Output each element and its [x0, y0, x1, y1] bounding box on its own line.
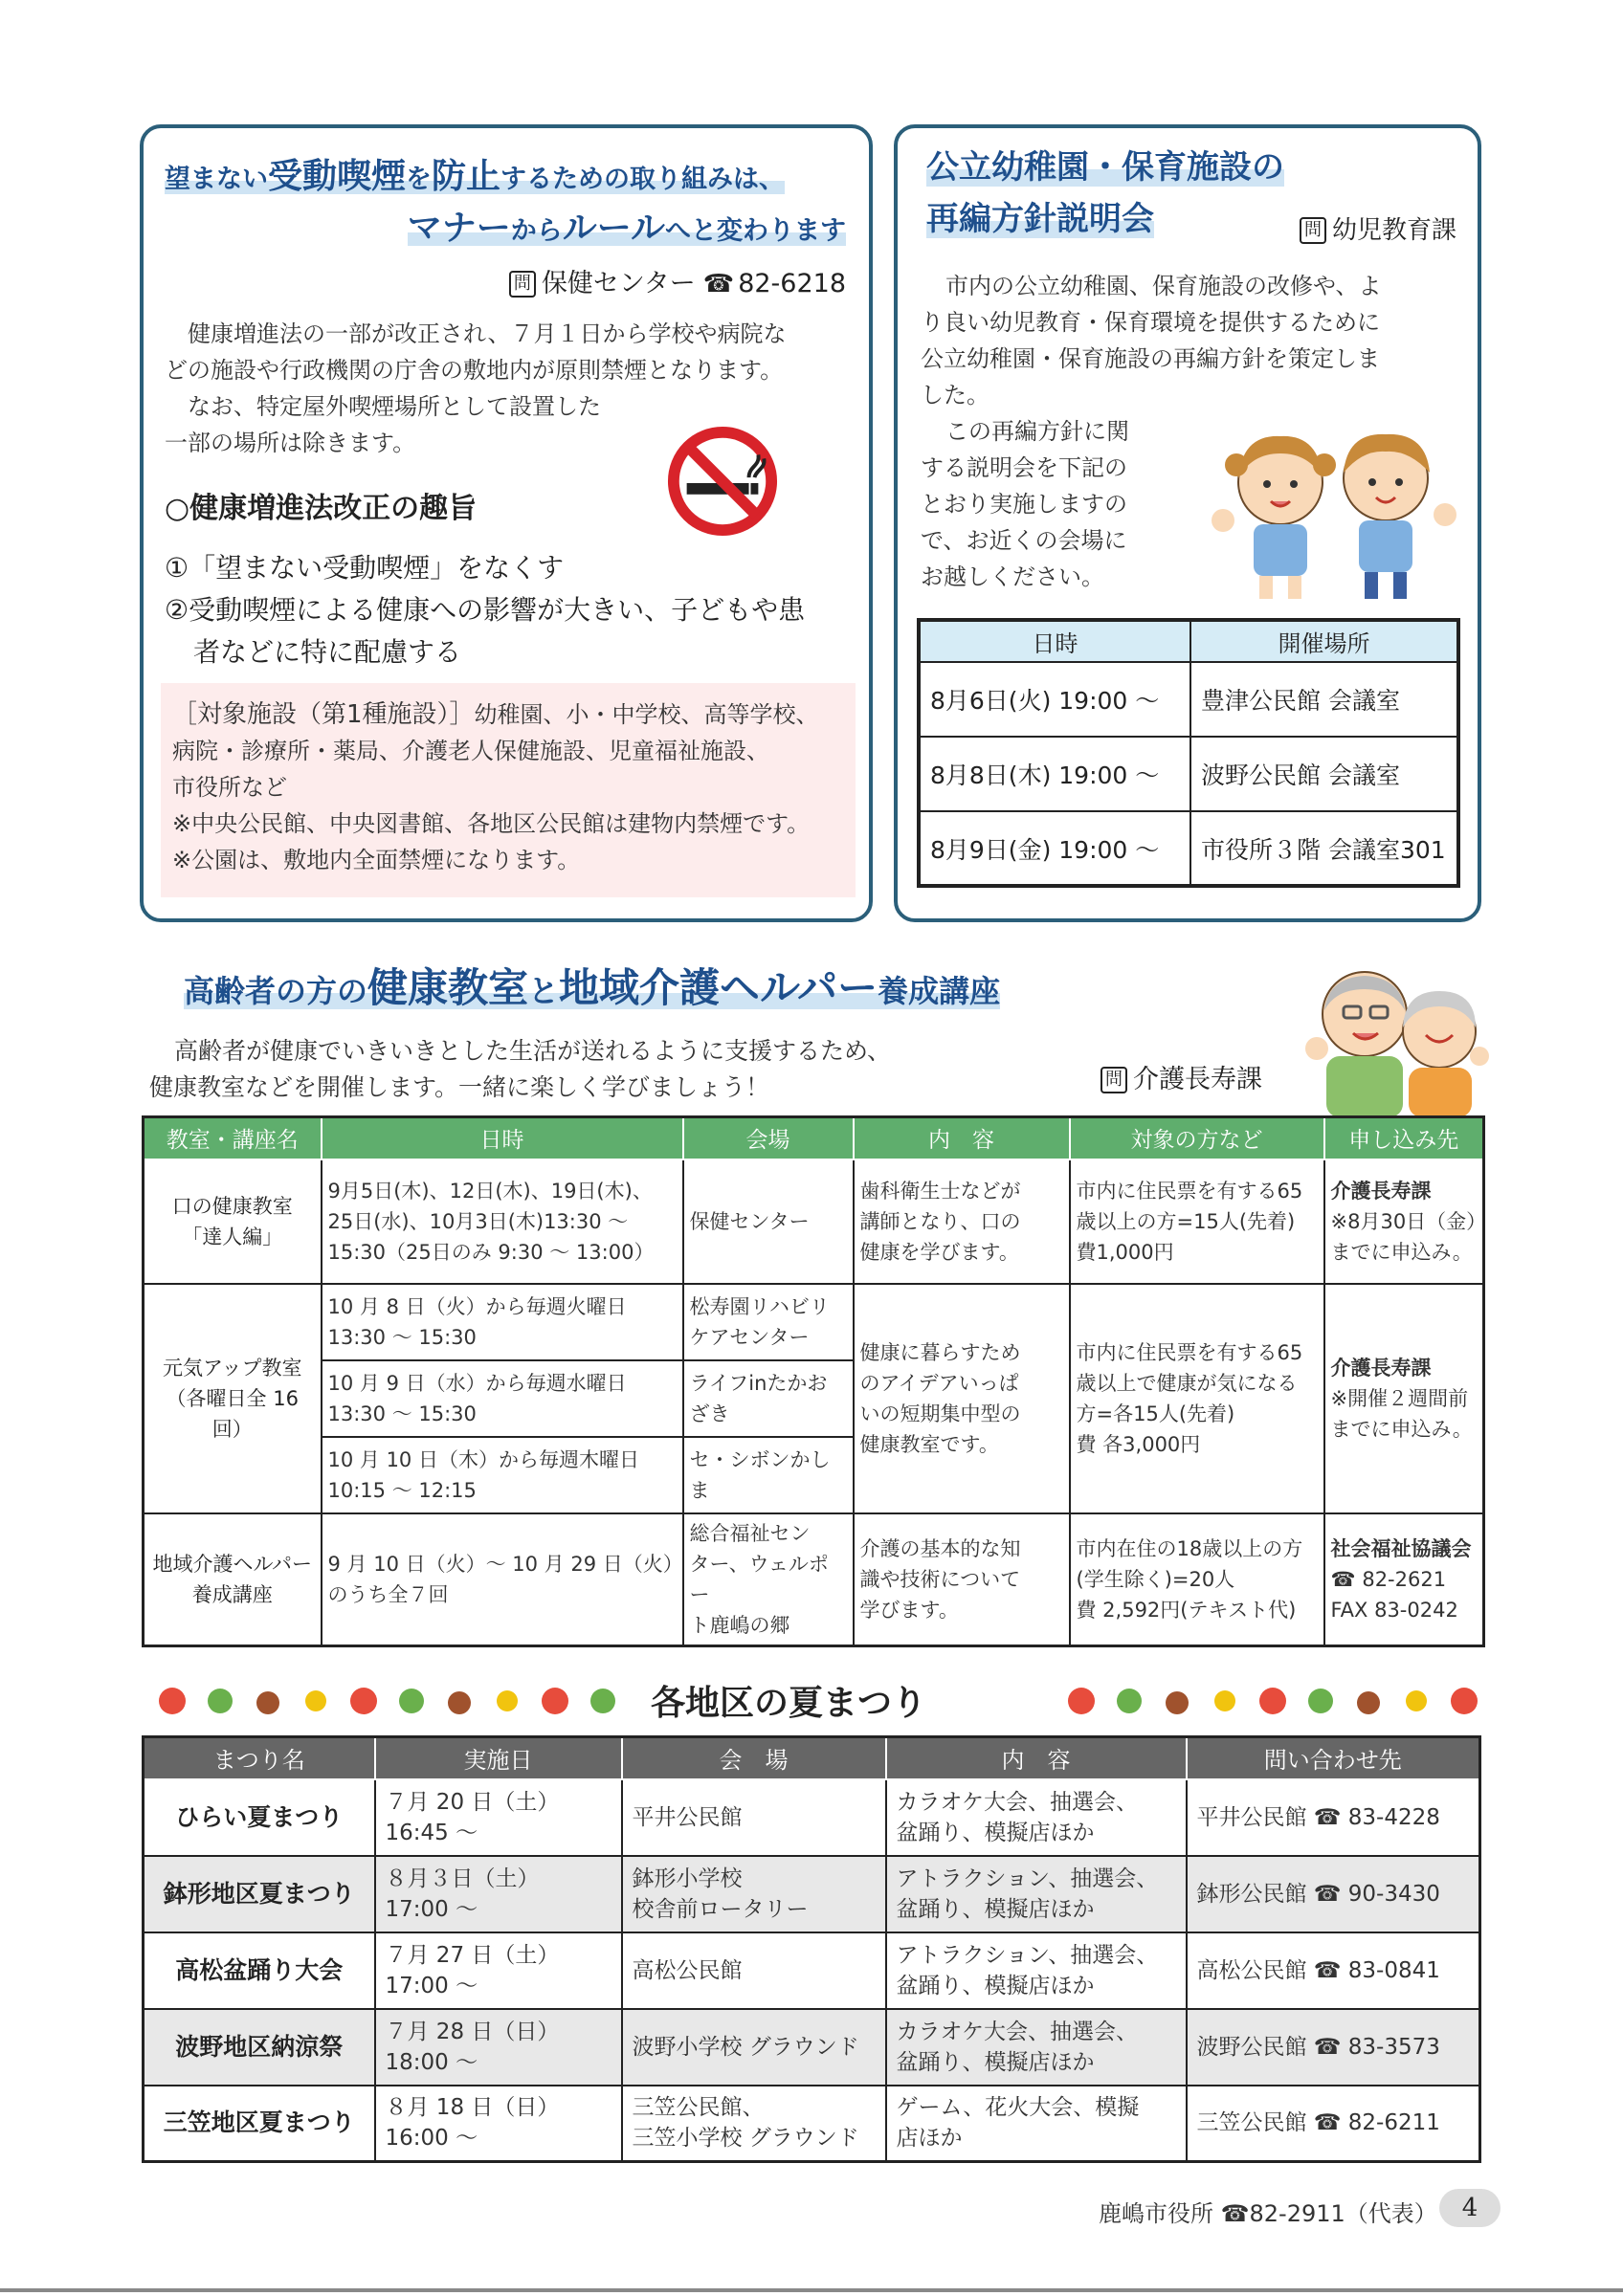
- table-row: 10 月 9 日（水）から毎週水曜日 13:30 ～ 15:30 ライフinたかお ざき: [144, 1360, 1484, 1437]
- table-header: 日時: [919, 620, 1190, 662]
- phone-icon: ☎: [702, 270, 735, 298]
- table-header: 日時: [322, 1117, 683, 1159]
- smoking-heading: ○健康増進法改正の趣旨: [165, 492, 478, 525]
- table-row: 鉢形地区夏まつり ８月３日（土） 17:00 ～ 鉢形小学校 校舎前ロータリー アトラクション、抽選会、 盆踊り、模擬店ほか 鉢形公民館 ☎ 90-3430: [144, 1856, 1480, 1932]
- table-header: 会場: [683, 1117, 854, 1159]
- festival-table: [142, 1735, 1481, 2163]
- table-header: 内 容: [854, 1117, 1070, 1159]
- table-row: 口の健康教室 「達人編」 9月5日(木)、12日(木)、19日(木)、 25日(水)、10月3日(木)13:30 ～ 15:30（25日のみ 9:30 ～ 13:00） 保健センター 歯科衛生士などが 講師となり、口の 健康を学びます。 市内に住民票を有する65 歳以上の方=15人(先着) 費1,000円 介護長寿課 ※8月30日（金） までに申込み。: [144, 1159, 1484, 1284]
- table-row: ひらい夏まつり ７月 20 日（土） 16:45 ～ 平井公民館 カラオケ大会、抽選会、 盆踊り、模擬店ほか 平井公民館 ☎ 83-4228: [144, 1779, 1480, 1856]
- table-row: 8月8日(木) 19:00 ～ 波野公民館 会議室: [919, 737, 1458, 811]
- table-row: 8月9日(金) 19:00 ～ 市役所３階 会議室301: [919, 811, 1458, 886]
- smoking-title-line1: 望まない受動喫煙を防止するための取り組みは、: [165, 157, 786, 196]
- elderly-intro: 高齢者が健康でいきいきとした生活が送れるように支援するため、 健康教室などを開催します。一緒に楽しく学びましょう！: [149, 1037, 892, 1101]
- briefing-schedule-table: [917, 618, 1460, 888]
- table-header: 内 容: [886, 1737, 1187, 1779]
- kindergarten-briefing-box: [894, 124, 1481, 922]
- table-row: 高松盆踊り大会 ７月 27 日（土） 17:00 ～ 高松公民館 アトラクション、抽選会、 盆踊り、模擬店ほか 高松公民館 ☎ 83-0841: [144, 1932, 1480, 2009]
- children-illustration: [1204, 415, 1462, 607]
- table-row: 三笠地区夏まつり ８月 18 日（日） 16:00 ～ 三笠公民館、 三笠小学校 グラウンド ゲーム、花火大会、模擬 店ほか 三笠公民館 ☎ 82-6211: [144, 2086, 1480, 2162]
- table-row: 10 月 10 日（木）から毎週木曜日 10:15 ～ 12:15 セ・シボンかしま: [144, 1437, 1484, 1513]
- inquiry-icon: 問: [1300, 217, 1326, 244]
- table-header: 対象の方など: [1070, 1117, 1324, 1159]
- table-header: 申し込み先: [1324, 1117, 1484, 1159]
- bottom-divider: [0, 2288, 1623, 2292]
- kindergarten-dept: 問 幼児教育課: [1300, 210, 1456, 246]
- table-row: 地域介護ヘルパー 養成講座 9 月 10 日（火）～ 10 月 29 日（火） のうち全７回 総合福祉セン ター、ウェルポー ト鹿嶋の郷 介護の基本的な知 識や技術について 学びます。 市内在住の18歳以上の方 (学生除く)=20人 費 2,592円(テキスト代) 社会福祉協議会 ☎ 82-2621 FAX 83-0242: [144, 1513, 1484, 1646]
- elderly-section-title: 高齢者の方の健康教室と地域介護ヘルパー養成講座: [184, 964, 1001, 1011]
- table-header: 開催場所: [1190, 620, 1458, 662]
- elderly-classes-table: [142, 1115, 1485, 1647]
- table-header: 問い合わせ先: [1187, 1737, 1480, 1779]
- kindergarten-body: 市内の公立幼稚園、保育施設の改修や、よ り良い幼児教育・保育環境を提供するために 公立幼稚園・保育施設の再編方針を策定しま した。 この再編方針に関 する説明会を下記の とおり実施しますの で、お近くの会場に お越しください。: [921, 273, 1382, 590]
- table-header: 実施日: [375, 1737, 622, 1779]
- smoking-body: 健康増進法の一部が改正され、７月１日から学校や病院な どの施設や行政機関の庁舎の敷地内が原則禁煙となります。 なお、特定屋外喫煙場所として設置した 一部の場所は除きます。: [165, 320, 787, 456]
- elderly-dept: 問 介護長寿課: [1101, 1058, 1262, 1095]
- smoking-contact: 問 保健センター ☎ 82-6218: [509, 262, 846, 299]
- inquiry-icon: 問: [509, 271, 536, 298]
- table-row: 元気アップ教室 （各曜日全 16 回） 10 月 8 日（火）から毎週火曜日 13:30 ～ 15:30 松寿園リハビリ ケアセンター 健康に暮らすため のアイデアいっぱ いの短期集中型の 健康教室です。 市内に住民票を有する65 歳以上で健康が気になる 方=各15人(先着) 費 各3,000円 介護長寿課 ※開催２週間前 までに申込み。: [144, 1284, 1484, 1360]
- no-smoking-icon: [666, 425, 779, 538]
- table-row: 波野地区納涼祭 ７月 28 日（日） 18:00 ～ 波野小学校 グラウンド カラオケ大会、抽選会、 盆踊り、模擬店ほか 波野公民館 ☎ 83-3573: [144, 2009, 1480, 2086]
- elderly-couple-illustration: [1301, 957, 1489, 1117]
- table-header: 会 場: [622, 1737, 886, 1779]
- inquiry-icon: 問: [1101, 1067, 1127, 1093]
- festival-title: 各地区の夏まつり: [641, 1676, 936, 1725]
- table-header: 教室・講座名: [144, 1117, 322, 1159]
- footer-contact: 鹿嶋市役所 ☎82-2911（代表）: [1099, 2200, 1437, 2227]
- table-row: 8月6日(火) 19:00 ～ 豊津公民館 会議室: [919, 662, 1458, 737]
- kindergarten-title: 公立幼稚園・保育施設の 再編方針説明会: [926, 148, 1284, 238]
- smoking-title-line2: マナーからルールへと変わります: [407, 209, 846, 248]
- smoking-points: ①「望まない受動喫煙」をなくす ②受動喫煙による健康への影響が大きい、子どもや患 者などに特に配慮する: [165, 552, 806, 668]
- smoking-notice-box: [140, 124, 873, 922]
- table-header: まつり名: [144, 1737, 375, 1779]
- target-facilities-panel: ［対象施設（第1種施設）］幼稚園、小・中学校、高等学校、 病院・診療所・薬局、介護老人保健施設、児童福祉施設、 市役所など ※中央公民館、中央図書館、各地区公民館は建物内禁煙です。 ※公園は、敷地内全面禁煙になります。: [161, 683, 856, 897]
- page-number: 4: [1439, 2189, 1501, 2227]
